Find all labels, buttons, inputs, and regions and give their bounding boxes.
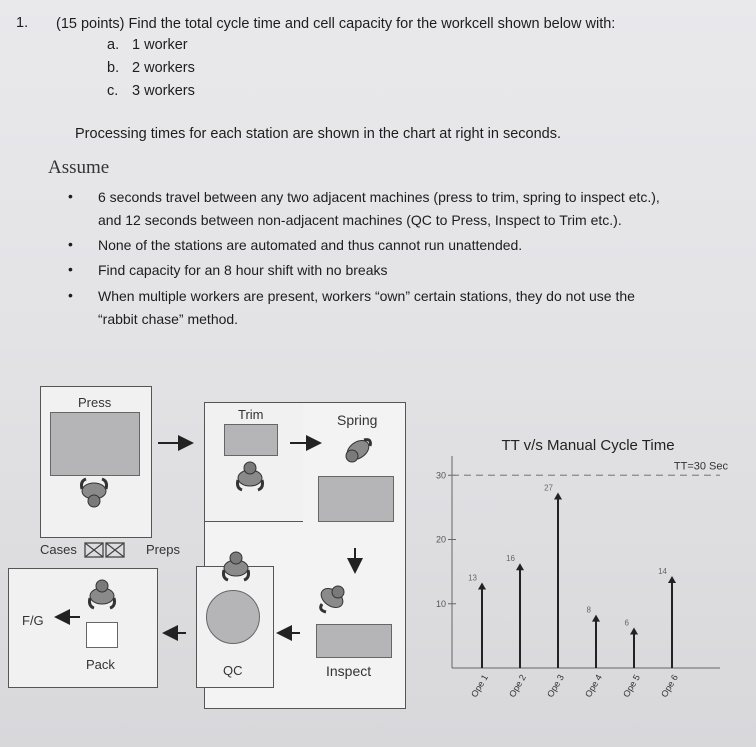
y-tick-label: 30	[435, 470, 446, 481]
x-tick-label-1: Ope 1	[469, 672, 490, 699]
bar-arrowhead-5	[630, 627, 638, 634]
bullet-1-line-2: and 12 seconds between non-adjacent machines (QC to Press, Inspect to Trim etc.).	[98, 212, 622, 228]
cycle-time-chart	[420, 420, 750, 730]
worker-inspect-icon	[314, 580, 350, 616]
inspect-label: Inspect	[326, 663, 372, 679]
workcell-diagram	[0, 380, 420, 720]
bullet-4-line-2: “rabbit chase” method.	[98, 311, 239, 327]
bar-value-label-4: 8	[586, 605, 591, 615]
y-tick-label: 10	[435, 598, 446, 609]
worker-press-icon	[76, 475, 112, 511]
bar-value-label-3: 27	[544, 483, 553, 493]
option-b-letter: b.	[107, 60, 120, 76]
fg-label: F/G	[22, 613, 44, 628]
worker-qc-icon	[218, 548, 254, 584]
flow-arrows	[0, 380, 420, 720]
option-c-text: 3 workers	[132, 83, 195, 99]
preps-label: Preps	[146, 542, 180, 557]
bullet-4-line-1: When multiple workers are present, workers “own” certain stations, they do not use the	[98, 288, 635, 304]
pack-label: Pack	[86, 657, 115, 672]
cases-label: Cases	[40, 542, 77, 557]
qc-label: QC	[223, 663, 243, 678]
bar-arrowhead-6	[668, 576, 676, 583]
option-b-text: 2 workers	[132, 60, 195, 76]
bar-value-label-1: 13	[468, 573, 477, 583]
x-tick-label-3: Ope 3	[545, 672, 566, 699]
option-a-letter: a.	[107, 37, 120, 53]
question-number: 1.	[16, 15, 29, 31]
bullet-3: Find capacity for an 8 hour shift with no breaks	[98, 262, 388, 278]
x-tick-label-6: Ope 6	[659, 672, 680, 699]
bar-arrowhead-4	[592, 615, 600, 622]
bullet-dot: •	[68, 236, 73, 252]
chart-title: TT v/s Manual Cycle Time	[501, 437, 675, 454]
bar-arrowhead-2	[516, 563, 524, 570]
x-tick-label-5: Ope 5	[621, 672, 642, 699]
worker-trim-icon	[232, 458, 268, 494]
takt-time-label: TT=30 Sec	[673, 460, 728, 473]
bar-arrowhead-3	[554, 493, 562, 500]
bullet-dot: •	[68, 188, 73, 204]
bullet-dot: •	[68, 261, 73, 277]
spring-label: Spring	[337, 412, 378, 428]
bar-value-label-6: 14	[658, 567, 667, 577]
option-c-letter: c.	[107, 83, 119, 99]
x-tick-label-4: Ope 4	[583, 672, 604, 699]
bar-arrowhead-1	[478, 582, 486, 589]
bullet-dot: •	[68, 287, 73, 303]
worker-spring-icon	[340, 432, 376, 468]
press-label: Press	[78, 395, 112, 410]
bullet-2: None of the stations are automated and thus cannot run unattended.	[98, 237, 523, 253]
option-a-text: 1 worker	[132, 37, 188, 53]
bar-value-label-5: 6	[624, 618, 629, 628]
y-tick-label: 20	[435, 534, 446, 545]
question-text: (15 points) Find the total cycle time and cell capacity for the workcell shown below with:	[56, 16, 616, 32]
trim-label: Trim	[238, 407, 264, 422]
assume-heading: Assume	[48, 157, 110, 178]
bullet-1-line-1: 6 seconds travel between any two adjacent machines (press to trim, spring to inspect etc.),	[98, 189, 660, 205]
worker-pack-icon	[84, 576, 120, 612]
processing-note: Processing times for each station are shown in the chart at right in seconds.	[75, 126, 561, 142]
bar-value-label-2: 16	[506, 554, 515, 564]
x-tick-label-2: Ope 2	[507, 672, 528, 699]
